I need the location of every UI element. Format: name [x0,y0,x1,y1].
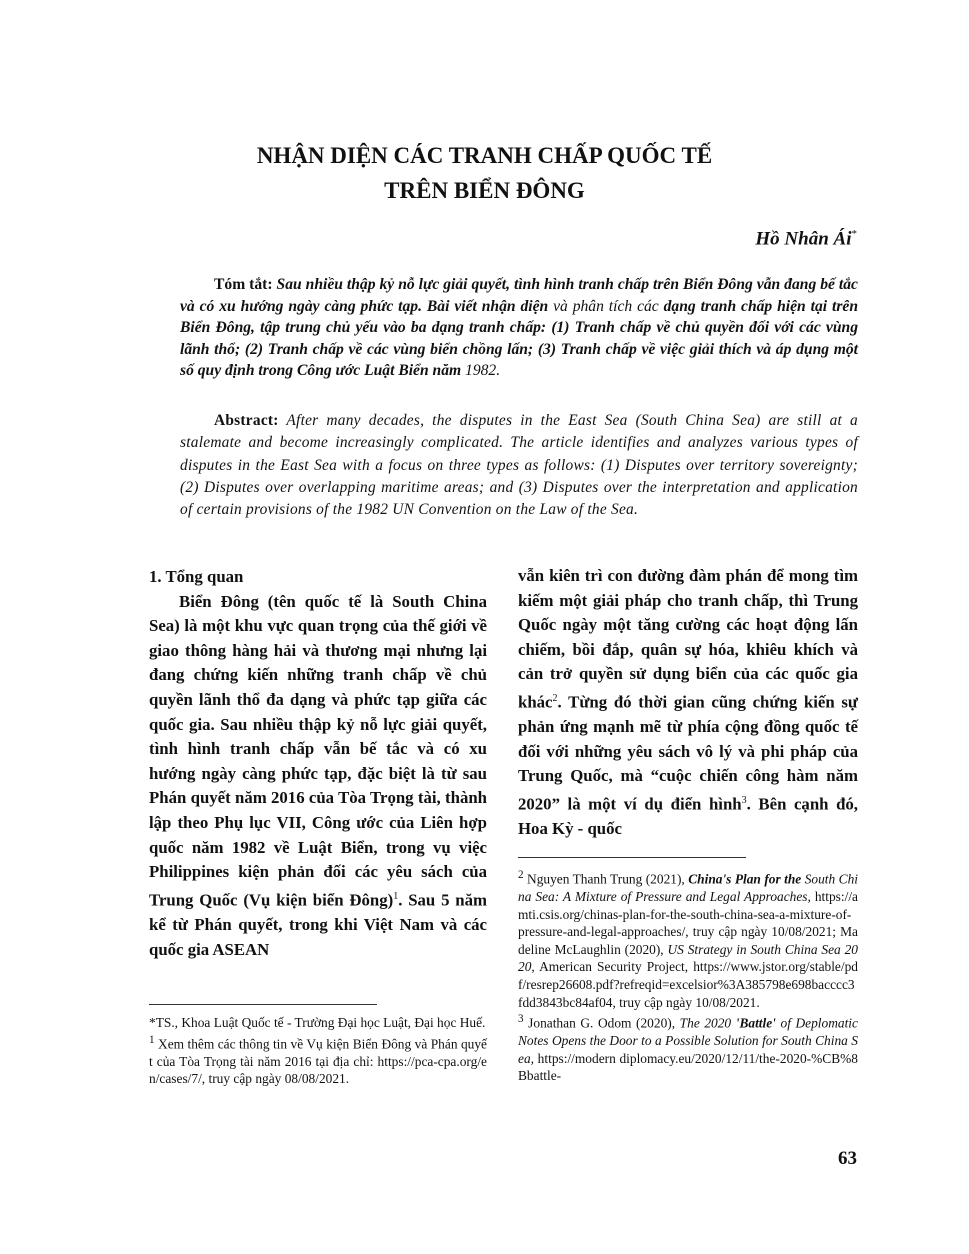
tomtat-text-2: và phân tích các [548,297,659,315]
footnote-2-number: 2 [518,869,524,881]
paper-title-line-2: TRÊN BIỂN ĐÔNG [384,178,585,203]
footnote-ref-1: 1 [393,890,399,902]
footnote-2-text-a: Nguyen Thanh Trung (2021), [523,871,689,887]
footnote-3 [518,1011,858,1085]
right-text-3: . Bên cạnh đó, Hoa Kỳ - quốc [518,794,858,839]
footnote-3-number: 3 [518,1013,524,1026]
body-paragraph-left [149,590,487,963]
footnote-2-title-b: South China Sea: A Mixture of Pressure and Legal Approaches, [518,871,858,905]
abstract-text: After many decades, the disputes in the East Sea (South China Sea) are still at a stalemate and become increasingly complicated. The article identifies and analyzes various types of disputes in the East Sea with a focus on three types as follows: (1) Disputes over territory sovereignty; (2) Disputes over overlapping maritime areas; and (3) Disputes over the interpretation and application of certain provisions of the 1982 UN Convention on the Law of the Sea. [180,412,858,519]
body-paragraph-right [518,564,858,842]
footnote-3-title-c: of Deplomatic Notes Opens the Door to a Possible Solution for South China Sea, [518,1015,858,1066]
footnote-3-text-a: Jonathan G. Odom (2020), [523,1015,680,1031]
footnote-2 [518,867,858,1011]
footnote-ref-2: 2 [552,692,558,704]
footnote-1 [149,1032,487,1088]
author-name: Hồ Nhân Ái [755,228,852,250]
paper-title-line-1: NHẬN DIỆN CÁC TRANH CHẤP QUỐC TẾ [256,143,713,168]
vietnamese-abstract [180,274,858,382]
left-text-2: . Sau 5 năm kể từ Phán quyết, trong khi Việt Nam và các quốc gia ASEAN [149,890,487,959]
english-abstract [180,410,858,521]
right-text-1: vẫn kiên trì con đường đàm phán để mong tìm kiếm một giải pháp cho tranh chấp, thì Trung Quốc ngày một tăng cường các hoạt động lấn chiếm, bồi đắp, quân sự hóa, khiêu khích và cản trở quyền sử dụng biển của các quốc gia khác [518,566,858,712]
footnote-2-text-b: https://amti.csis.org/chinas-plan-for-the-south-china-sea-a-mixture-of-pressure-and-legal-approaches/, truy cập ngày 10/08/2021; Madeline McLaughlin (2020), [518,889,858,957]
footnote-1-number: 1 [149,1033,155,1046]
author-mark: * [851,228,857,240]
tomtat-label: Tóm tắt: [214,276,273,293]
footnote-3-text-b: https://modern diplomacy.eu/2020/12/11/the-2020-%CB%8Bbattle- [518,1050,858,1084]
abstract-label: Abstract: [214,412,279,429]
footnote-separator-left [149,1004,377,1005]
footnotes-left [149,1014,487,1088]
footnote-2-title-c: US Strategy in South China Sea 2020 [518,941,858,975]
page-number: 63 [838,1148,857,1169]
section-heading: 1. Tổng quan [149,567,244,586]
footnotes-right [518,867,858,1085]
footnote-1-text: Xem thêm các thông tin về Vụ kiện Biển Đông và Phán quyết của Tòa Trọng tài năm 2016 tại địa chỉ: https://pca-cpa.org/en/cases/7/, truy cập ngày 08/08/2021. [149,1036,487,1087]
footnote-separator-right [518,857,746,858]
body-column-right [518,564,858,842]
tomtat-text-3: dạng tranh chấp hiện tại trên Biển Đông, tập trung chủ yếu vào ba dạng tranh chấp: (1) Tranh chấp về chủ quyền đối với các vùng lãnh thổ; (2) Tranh chấp về các vùng biển chồng lấn; (3) Tranh chấp về việc giải thích và áp dụng một số quy định trong Công ước Luật Biển năm [180,297,858,380]
footnote-2-title-a: China's Plan for the [688,871,802,887]
author-affiliation-note: *TS., Khoa Luật Quốc tế - Trường Đại học Luật, Đại học Huế. [149,1015,486,1030]
footnote-2-text-c: , American Security Project, https://www.jstor.org/stable/pdf/resrep26608.pdf?refreqid=excelsior%3A385798e698bacccc3fdd3843bc84af04, truy cập ngày 10/08/2021. [518,959,858,1010]
right-text-2: . Từng đó thời gian cũng chứng kiến sự phản ứng mạnh mẽ từ phía cộng đồng quốc tế đối với những yêu sách vô lý và phi pháp của Trung Quốc, mà “cuộc chiến công hàm năm 2020” là một ví dụ điển hình [518,692,858,814]
tomtat-text-1: Sau nhiều thập kỷ nỗ lực giải quyết, tình hình tranh chấp trên Biển Đông vẫn đang bế tắc và có xu hướng ngày càng phức tạp. Bài viết nhận diện [180,276,858,315]
footnote-3-title-a: The 2020 [679,1015,736,1031]
footnote-ref-3: 3 [741,794,747,806]
footnote-3-title-b: 'Battle' [735,1015,776,1031]
left-text-1: Biển Đông (tên quốc tế là South China Sea) là một khu vực quan trọng của thế giới về giao thông hàng hải và thương mại nhưng lại đang chứng kiến những tranh chấp về chủ quyền lãnh thổ đa dạng và phức tạp giữa các quốc gia. Sau nhiều thập kỷ nỗ lực giải quyết, tình hình tranh chấp vẫn bế tắc và có xu hướng ngày càng phức tạp, đặc biệt là từ sau Phán quyết năm 2016 của Tòa Trọng tài, thành lập theo Phụ lục VII, Công ước của Liên hợp quốc năm 1982 về Luật Biển, trong vụ việc Philippines kiện phản đối các yêu sách của Trung Quốc (Vụ kiện biển Đông) [149,591,487,910]
tomtat-text-4: 1982. [461,362,501,380]
body-column-left [149,565,487,962]
author [755,228,857,250]
